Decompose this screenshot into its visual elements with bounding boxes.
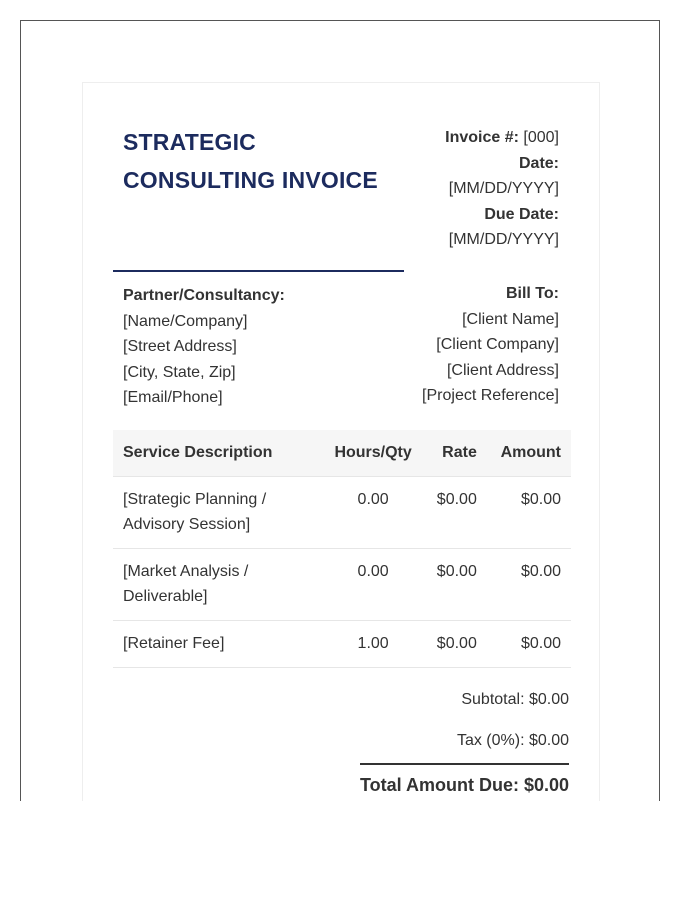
services-table bbox=[113, 430, 571, 668]
title-line-2: CONSULTING INVOICE bbox=[123, 167, 378, 193]
tax: Tax (0%): $0.00 bbox=[456, 732, 569, 749]
date-label: Date: bbox=[518, 154, 559, 172]
partner-street: [Street Address] bbox=[123, 338, 237, 355]
row-rate: $0.00 bbox=[424, 620, 487, 667]
date-value: [MM/DD/YYYY] bbox=[448, 180, 559, 197]
row-rate: $0.00 bbox=[424, 548, 487, 620]
partner-city: [City, State, Zip] bbox=[123, 363, 236, 381]
total-divider bbox=[360, 763, 569, 765]
header-hours-qty: Hours/Qty bbox=[322, 430, 424, 476]
partner-name: [Name/Company] bbox=[123, 312, 248, 330]
totals-block bbox=[269, 688, 569, 753]
row-description: [Strategic Planning / Advisory Session] bbox=[113, 476, 322, 548]
invoice-meta bbox=[359, 125, 559, 253]
row-amount: $0.00 bbox=[487, 548, 571, 620]
row-description: [Retainer Fee] bbox=[113, 620, 322, 667]
row-qty: 0.00 bbox=[322, 476, 424, 548]
partner-label: Partner/Consultancy: bbox=[123, 287, 285, 304]
header-amount: Amount bbox=[487, 430, 571, 476]
client-name: [Client Name] bbox=[462, 310, 559, 328]
header-rate: Rate bbox=[424, 430, 487, 476]
table-row bbox=[113, 620, 571, 667]
subtotal: Subtotal: $0.00 bbox=[461, 691, 569, 708]
title-line-1: STRATEGIC bbox=[123, 129, 256, 155]
due-date-value: [MM/DD/YYYY] bbox=[448, 231, 559, 248]
row-amount: $0.00 bbox=[487, 620, 571, 667]
header-service-description: Service Description bbox=[113, 430, 322, 476]
client-address: [Client Address] bbox=[446, 361, 559, 379]
project-reference: [Project Reference] bbox=[422, 387, 559, 404]
partner-contact: [Email/Phone] bbox=[123, 389, 223, 406]
table-row bbox=[113, 548, 571, 620]
table-header-row bbox=[113, 430, 571, 476]
total-amount-due: Total Amount Due: $0.00 bbox=[359, 775, 569, 795]
row-rate: $0.00 bbox=[424, 476, 487, 548]
bill-to-block bbox=[319, 281, 559, 409]
invoice-sheet bbox=[82, 82, 600, 801]
invoice-number-row bbox=[359, 125, 559, 151]
invoice-number-value: [000] bbox=[523, 129, 559, 146]
client-company: [Client Company] bbox=[436, 336, 559, 353]
page-frame bbox=[20, 20, 660, 801]
due-date-label: Due Date: bbox=[484, 205, 559, 223]
table-row bbox=[113, 476, 571, 548]
row-amount: $0.00 bbox=[487, 476, 571, 548]
row-qty: 1.00 bbox=[322, 620, 424, 667]
row-description: [Market Analysis / Deliverable] bbox=[113, 548, 322, 620]
invoice-number-label: Invoice #: bbox=[445, 129, 519, 146]
row-qty: 0.00 bbox=[322, 548, 424, 620]
header-divider bbox=[113, 270, 404, 272]
bill-to-label: Bill To: bbox=[505, 285, 559, 302]
